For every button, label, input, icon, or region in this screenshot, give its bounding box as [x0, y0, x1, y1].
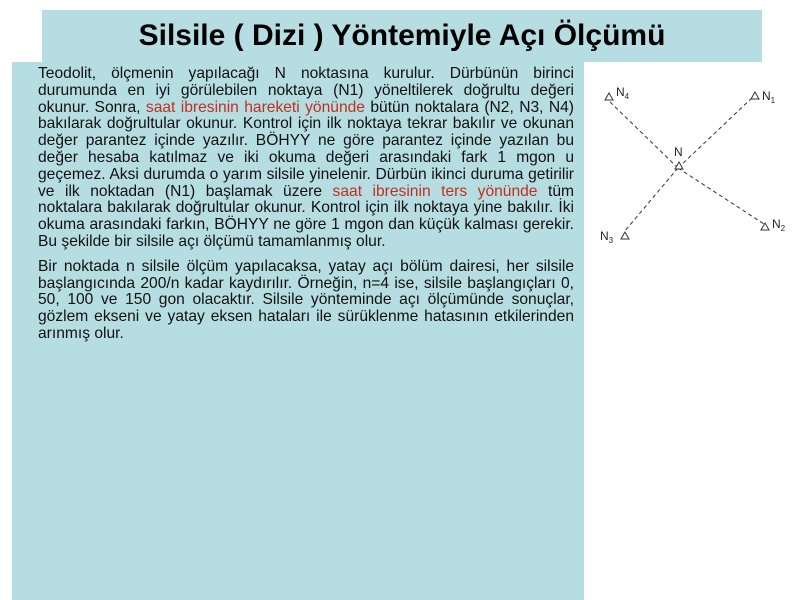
sight-lines: [608, 96, 764, 232]
slide-title: Silsile ( Dizi ) Yöntemiyle Açı Ölçümü: [138, 19, 666, 52]
label-n: N: [674, 145, 683, 159]
title-bar: [42, 10, 762, 62]
line-to-n1: [678, 96, 754, 168]
label-n4: $N_4$: [616, 85, 630, 101]
paragraph-2: Bir noktada n silsile ölçüm yapılacaksa, yatay açı bölüm dairesi, her silsile başlangıcında 200/n kadar kaydırılır. Örneğin, n=4 ise, silsile başlangıçları 0, 50, 100 ve 150 gon olacaktır. Silsile yönteminde açı ölçümünde sonuçlar, gözlem ekseni ve yatay eksen hataları ile sürüklenme hatasının etkilerinden arınmış olur.: [38, 257, 574, 342]
n1-triangle-icon: [751, 92, 759, 99]
paragraph-1: [38, 66, 574, 251]
station-diagram: [590, 70, 800, 260]
n3-triangle-icon: [621, 232, 629, 239]
n4-triangle-icon: [605, 93, 613, 100]
paragraph-1-part-1: Teodolit, ölçmenin yapılacağı N noktasına kurulur. Dürbünün birinci durumunda en iyi görülebilen noktaya (N1) yöneltilerek doğrultu değeri okunur. Sonra,: [38, 65, 574, 116]
label-n1: $N_1$: [762, 89, 776, 105]
station-triangle-icon: [675, 162, 683, 169]
n2-triangle-icon: [761, 223, 769, 230]
counterclockwise-highlight: saat ibresinin ters yönünde: [332, 182, 538, 200]
paragraph-1-part-3: tüm noktalara bakılarak doğrultular okunur. Kontrol için ilk noktaya yine bakılır. İki okuma arasındaki farkın, BÖHYY ne göre 1 mgon dan küçük kalması gerekir. Bu şekilde bir silsile açı ölçümü tamamlanmış olur.: [38, 182, 574, 250]
line-to-n3: [624, 168, 678, 232]
paragraph-1-part-2: bütün noktalara (N2, N3, N4) bakılarak doğrultular okunur. Kontrol için ilk noktaya tekrar bakılır ve okunan değer parantez içinde yazılır. BÖHYY ne göre parantez içinde yazılan bu değer hesaba katılmaz ve iki okuma değeri arasındaki fark 1 mgon u geçemez. Aksi durumda o yarım silsile yinelenir. Dürbün ikinci duruma getirilir ve ilk noktadan (N1) başlamak üzere: [38, 98, 574, 200]
label-n2: $N_2$: [772, 217, 786, 233]
clockwise-highlight: saat ibresinin hareketi yönünde: [145, 98, 365, 116]
label-n3: $N_3$: [600, 229, 614, 245]
body-text: [38, 66, 574, 351]
line-to-n2: [678, 168, 764, 224]
line-to-n4: [608, 100, 678, 168]
